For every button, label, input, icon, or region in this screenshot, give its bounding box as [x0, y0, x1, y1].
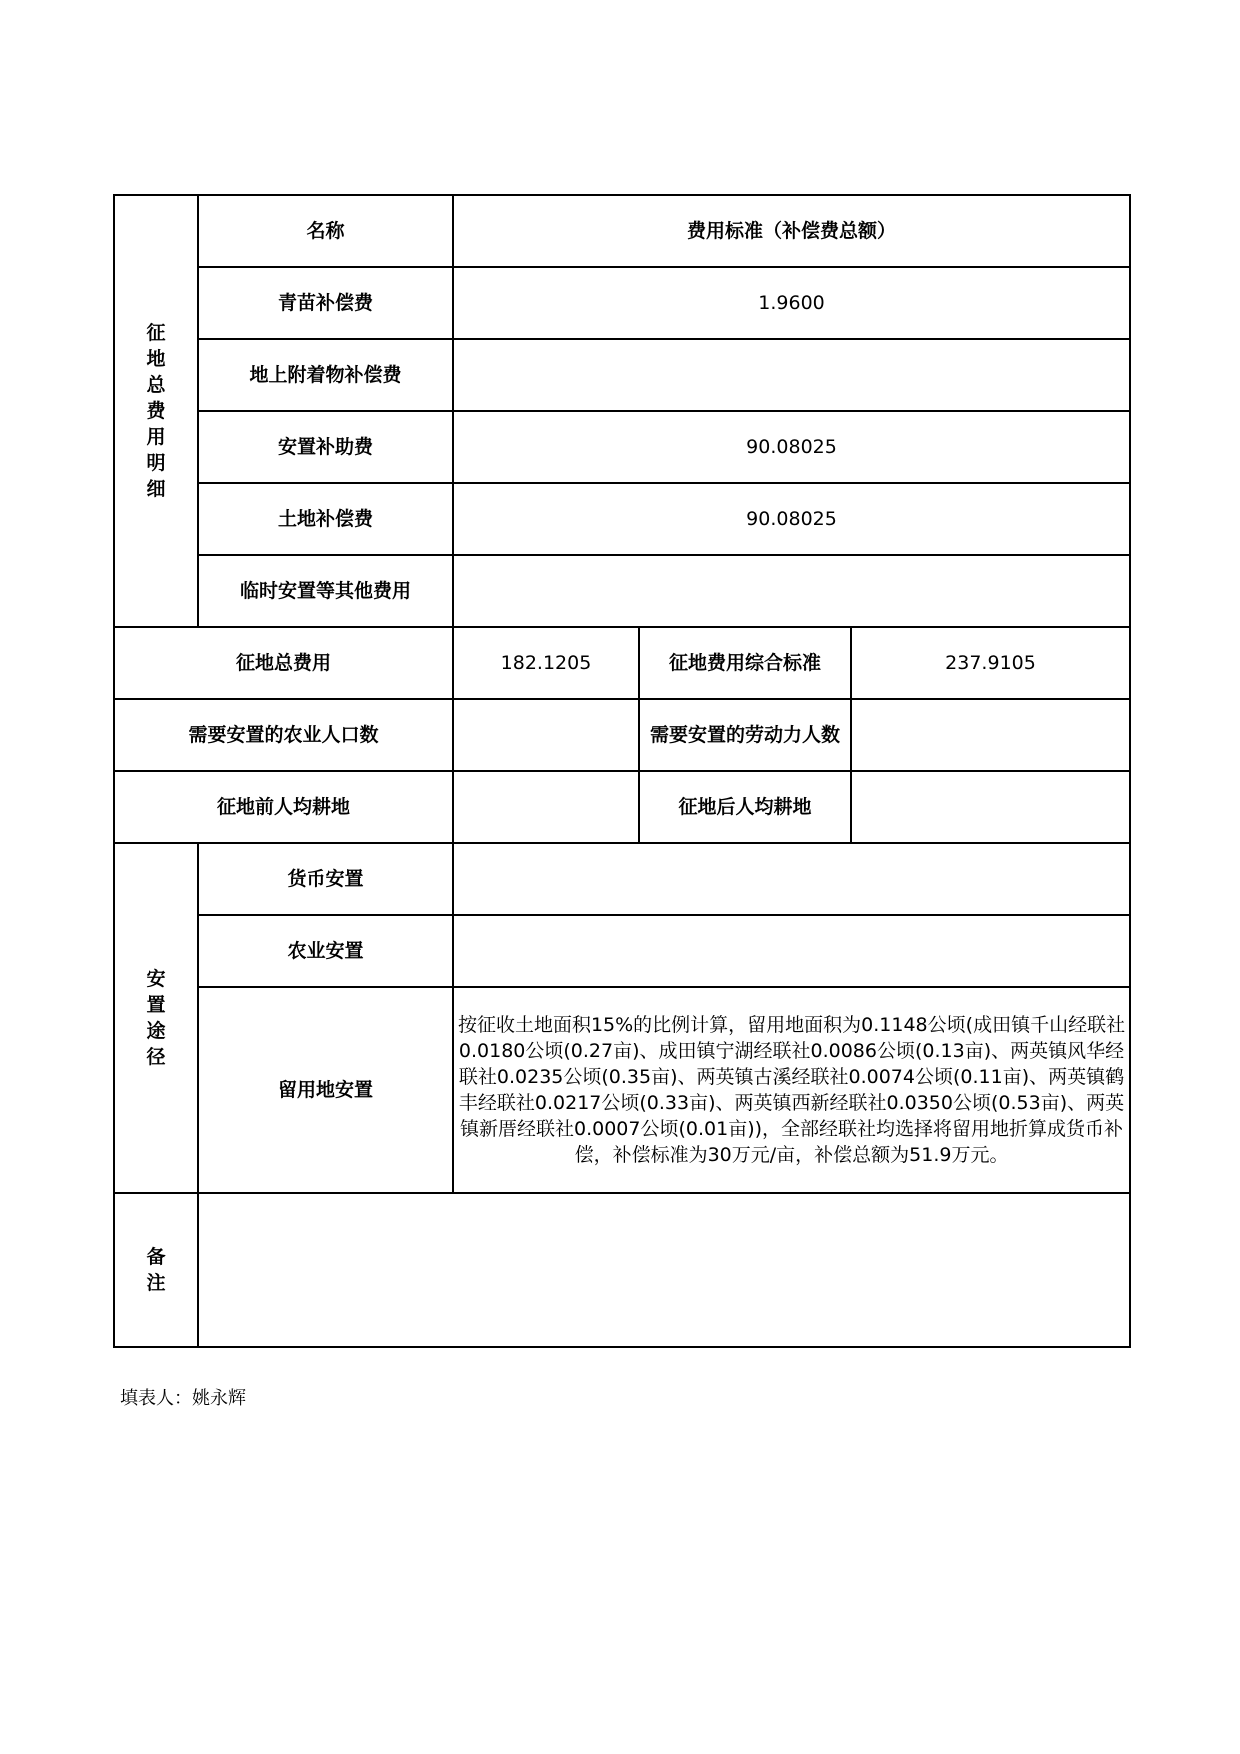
row-label-resettlement-subsidy: 安置补助费	[198, 411, 453, 483]
header-name: 名称	[198, 195, 453, 267]
farmland-before-value	[453, 771, 639, 843]
standard-cost-label: 征地费用综合标准	[639, 627, 851, 699]
farm-population-label: 需要安置的农业人口数	[114, 699, 453, 771]
labor-population-value	[851, 699, 1130, 771]
total-cost-label: 征地总费用	[114, 627, 453, 699]
header-standard: 费用标准（补偿费总额）	[453, 195, 1130, 267]
labor-population-label: 需要安置的劳动力人数	[639, 699, 851, 771]
cost-detail-side-text: 征地总费用明细	[146, 322, 166, 500]
total-cost-value: 182.1205	[453, 627, 639, 699]
row-label-land-compensation: 土地补偿费	[198, 483, 453, 555]
remarks-side-label	[114, 1193, 198, 1347]
row-value-land-compensation: 90.08025	[453, 483, 1130, 555]
resettlement-side-text: 安置途径	[146, 968, 166, 1068]
agricultural-resettlement-label: 农业安置	[198, 915, 453, 987]
row-value-attachments	[453, 339, 1130, 411]
reserved-land-resettlement-label: 留用地安置	[198, 987, 453, 1193]
cost-detail-side-label	[114, 195, 198, 627]
row-value-other-costs	[453, 555, 1130, 627]
form-filler: 填表人：姚永辉	[120, 1388, 246, 1409]
farm-population-value	[453, 699, 639, 771]
farmland-after-value	[851, 771, 1130, 843]
farmland-after-label: 征地后人均耕地	[639, 771, 851, 843]
row-value-resettlement-subsidy: 90.08025	[453, 411, 1130, 483]
farmland-before-label: 征地前人均耕地	[114, 771, 453, 843]
monetary-resettlement-label: 货币安置	[198, 843, 453, 915]
remarks-value	[198, 1193, 1130, 1347]
agricultural-resettlement-value	[453, 915, 1130, 987]
row-label-seedling: 青苗补偿费	[198, 267, 453, 339]
row-label-other-costs: 临时安置等其他费用	[198, 555, 453, 627]
standard-cost-value: 237.9105	[851, 627, 1130, 699]
row-label-attachments: 地上附着物补偿费	[198, 339, 453, 411]
monetary-resettlement-value	[453, 843, 1130, 915]
land-acquisition-cost-table	[113, 194, 1131, 1348]
row-value-seedling: 1.9600	[453, 267, 1130, 339]
remarks-side-text: 备注	[146, 1246, 166, 1294]
reserved-land-resettlement-value: 按征收土地面积15%的比例计算，留用地面积为0.1148公顷(成田镇千山经联社0.0180公顷(0.27亩)、成田镇宁湖经联社0.0086公顷(0.13亩)、两英镇风华经联社0.0235公顷(0.35亩)、两英镇古溪经联社0.0074公顷(0.11亩)、两英镇鹤丰经联社0.0217公顷(0.33亩)、两英镇西新经联社0.0350公顷(0.53亩)、两英镇新厝经联社0.0007公顷(0.01亩))，全部经联社均选择将留用地折算成货币补偿，补偿标准为30万元/亩，补偿总额为51.9万元。	[453, 987, 1130, 1193]
resettlement-side-label	[114, 843, 198, 1193]
